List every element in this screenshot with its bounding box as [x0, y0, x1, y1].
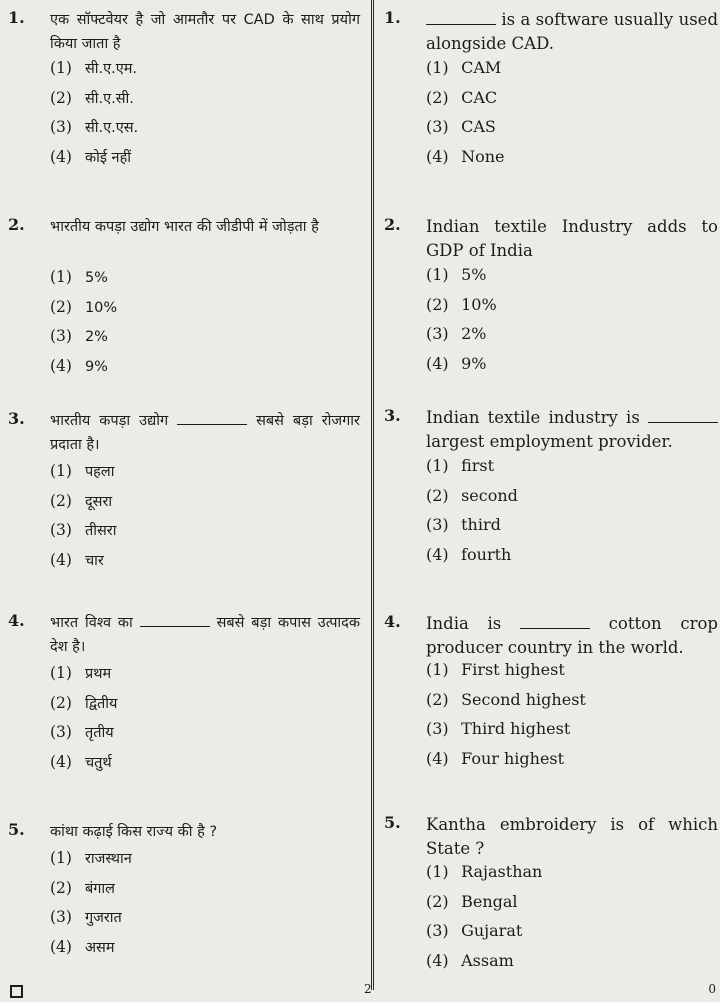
option-text: Rajasthan — [461, 862, 543, 881]
fill-in-blank — [140, 612, 210, 627]
question-number: 2. — [384, 215, 401, 234]
option-number: (4) — [426, 353, 449, 373]
option-number: (4) — [426, 146, 449, 166]
option-number: (1) — [50, 849, 72, 867]
option-item[interactable] — [50, 935, 360, 965]
question-text-after: is a software usually used alongside CAD. — [426, 10, 719, 53]
option-item[interactable] — [50, 459, 360, 489]
option-text: कोई नहीं — [84, 149, 132, 166]
option-item[interactable] — [426, 56, 712, 86]
option-text: second — [461, 485, 518, 505]
option-number: (2) — [426, 689, 449, 709]
option-text: Assam — [461, 950, 514, 970]
option-text: Third highest — [461, 719, 571, 738]
option-list — [426, 263, 712, 381]
question-text — [426, 8, 718, 56]
option-number: (4) — [50, 356, 72, 375]
option-number: (2) — [50, 491, 72, 510]
option-list — [50, 846, 360, 964]
option-item[interactable] — [426, 658, 712, 688]
option-item[interactable] — [426, 717, 712, 747]
question-number: 4. — [8, 611, 25, 630]
option-item[interactable] — [50, 661, 360, 691]
question-text-before: India is — [426, 614, 502, 633]
option-text: सी.ए.एम. — [84, 61, 138, 77]
option-text: दूसरा — [84, 493, 113, 510]
option-item[interactable] — [426, 513, 712, 543]
option-item[interactable] — [426, 263, 712, 293]
option-number: (2) — [426, 891, 449, 911]
option-text: सी.ए.एस. — [84, 120, 139, 136]
option-item[interactable] — [426, 949, 712, 979]
question-number: 1. — [384, 8, 401, 27]
question-text — [50, 215, 360, 239]
question-text — [426, 612, 718, 660]
option-number: (1) — [426, 456, 449, 475]
option-number: (4) — [426, 544, 449, 564]
option-list — [50, 661, 360, 779]
option-number: (4) — [426, 748, 449, 768]
option-list — [50, 459, 360, 577]
option-item[interactable] — [50, 354, 360, 384]
option-text: 2% — [84, 329, 108, 345]
option-text: प्रथम — [84, 666, 112, 682]
option-text: सी.ए.सी. — [84, 90, 134, 107]
option-text: None — [461, 146, 505, 166]
option-number: (2) — [50, 693, 72, 712]
option-text: 10% — [84, 299, 118, 316]
question-text — [50, 820, 360, 844]
option-text: तीसरा — [84, 523, 117, 539]
option-text: चार — [84, 552, 104, 569]
question-text-after: सबसे बड़ा रोजगार प्रदाता है। — [50, 413, 360, 453]
option-text: 2% — [461, 324, 487, 343]
option-item[interactable] — [50, 489, 360, 519]
fill-in-blank — [177, 410, 247, 425]
option-list — [426, 658, 712, 776]
option-text: CAS — [461, 117, 496, 136]
option-item[interactable] — [426, 484, 712, 514]
question-text-before: भारतीय कपड़ा उद्योग भारत की जीडीपी में जोड़ता है — [50, 219, 319, 235]
fill-in-blank — [648, 408, 718, 423]
option-number: (3) — [426, 719, 449, 738]
question-number: 3. — [384, 406, 401, 425]
option-item[interactable] — [426, 352, 712, 382]
option-text: 5% — [84, 270, 108, 286]
question-text-after: largest employment provider. — [426, 432, 673, 451]
question-number: 1. — [8, 8, 25, 27]
question-text-before: भारत विश्व का — [50, 615, 133, 631]
question-text — [426, 813, 718, 861]
option-list — [50, 56, 360, 174]
option-text: 9% — [461, 353, 487, 373]
option-text: first — [461, 456, 495, 475]
question-text-before: भारतीय कपड़ा उद्योग — [50, 413, 169, 429]
option-item[interactable] — [426, 688, 712, 718]
option-number: (3) — [50, 327, 72, 345]
option-item[interactable] — [50, 265, 360, 295]
option-number: (3) — [426, 117, 449, 136]
option-number: (4) — [50, 937, 72, 956]
option-item[interactable] — [426, 322, 712, 352]
option-number: (1) — [50, 268, 72, 286]
option-text: राजस्थान — [84, 851, 132, 867]
option-text: पहला — [84, 464, 115, 480]
question-text-before: Indian textile industry is — [426, 408, 640, 427]
option-list — [50, 265, 360, 383]
option-text: CAM — [461, 58, 502, 77]
checkbox-icon[interactable] — [10, 985, 23, 998]
option-number: (4) — [50, 752, 72, 771]
column-divider — [371, 0, 374, 990]
option-text: 9% — [84, 358, 108, 375]
question-text — [50, 409, 360, 457]
page-footer — [0, 982, 720, 1002]
option-text: बंगाल — [84, 880, 115, 897]
question-number: 5. — [384, 813, 401, 832]
option-text: चतुर्थ — [84, 754, 112, 771]
option-item[interactable] — [50, 846, 360, 876]
option-text: Bengal — [461, 891, 518, 911]
option-number: (1) — [50, 462, 72, 480]
question-number: 2. — [8, 215, 25, 234]
question-text — [50, 611, 360, 659]
option-item[interactable] — [50, 905, 360, 935]
option-text: Gujarat — [461, 921, 523, 940]
option-text: तृतीय — [84, 725, 114, 741]
option-item[interactable] — [426, 293, 712, 323]
option-number: (3) — [50, 118, 72, 136]
question-number: 3. — [8, 409, 25, 428]
option-number: (2) — [426, 294, 449, 314]
option-item[interactable] — [426, 86, 712, 116]
option-item[interactable] — [426, 543, 712, 573]
option-number: (3) — [50, 908, 72, 926]
option-number: (1) — [50, 664, 72, 682]
option-list — [426, 56, 712, 174]
option-item[interactable] — [50, 750, 360, 780]
option-item[interactable] — [426, 860, 712, 890]
option-item[interactable] — [50, 86, 360, 116]
option-item[interactable] — [426, 145, 712, 175]
question-text-after: cotton crop producer country in the world. — [426, 614, 718, 657]
option-item[interactable] — [50, 548, 360, 578]
option-text: असम — [84, 939, 115, 956]
option-number: (3) — [426, 324, 449, 343]
option-item[interactable] — [426, 747, 712, 777]
option-text: Second highest — [461, 689, 586, 709]
option-item[interactable] — [50, 295, 360, 325]
option-item[interactable] — [426, 115, 712, 145]
option-item[interactable] — [50, 115, 360, 145]
option-number: (1) — [426, 58, 449, 77]
option-text: fourth — [461, 544, 512, 564]
fill-in-blank — [520, 614, 590, 629]
option-number: (3) — [426, 515, 449, 534]
option-number: (2) — [426, 87, 449, 107]
option-number: (4) — [50, 147, 72, 166]
option-number: (1) — [426, 265, 449, 284]
option-item[interactable] — [50, 691, 360, 721]
option-number: (1) — [426, 862, 449, 881]
english-column — [376, 0, 720, 1002]
option-text: गुजरात — [84, 910, 122, 926]
question-text-before: कांथा कढ़ाई किस राज्य की है ? — [50, 824, 218, 840]
option-text: third — [461, 515, 501, 534]
option-item[interactable] — [426, 454, 712, 484]
option-item[interactable] — [50, 518, 360, 548]
option-number: (2) — [50, 878, 72, 897]
option-number: (2) — [50, 297, 72, 316]
option-text: Four highest — [461, 748, 565, 768]
option-item[interactable] — [50, 145, 360, 175]
question-text-before: एक सॉफ्टवेयर है जो आमतौर पर CAD के साथ प्रयोग किया जाता है — [50, 12, 360, 52]
option-number: (4) — [426, 950, 449, 970]
option-list — [426, 860, 712, 978]
question-text-before: Indian textile Industry adds to GDP of India — [426, 217, 718, 260]
option-number: (3) — [426, 921, 449, 940]
option-item[interactable] — [50, 324, 360, 354]
option-item[interactable] — [50, 56, 360, 86]
option-number: (1) — [50, 59, 72, 77]
option-text: CAC — [461, 87, 498, 107]
option-item[interactable] — [50, 876, 360, 906]
option-item[interactable] — [426, 919, 712, 949]
question-text-before: Kantha embroidery is of which State ? — [426, 815, 718, 858]
question-text — [426, 215, 718, 263]
fill-in-blank — [426, 10, 496, 25]
corner-mark: 0 — [708, 982, 716, 996]
option-number: (4) — [50, 550, 72, 569]
option-number: (2) — [426, 485, 449, 505]
question-text-after: सबसे बड़ा कपास उत्पादक देश है। — [50, 615, 361, 655]
option-number: (1) — [426, 660, 449, 679]
question-text — [426, 406, 718, 454]
option-text: 10% — [461, 294, 497, 314]
option-item[interactable] — [50, 720, 360, 750]
page-number: 2 — [364, 982, 372, 996]
option-item[interactable] — [426, 890, 712, 920]
option-list — [426, 454, 712, 572]
option-number: (3) — [50, 521, 72, 539]
option-text: द्वितीय — [84, 695, 118, 712]
question-text — [50, 8, 360, 56]
option-number: (3) — [50, 723, 72, 741]
option-text: First highest — [461, 660, 565, 679]
question-number: 4. — [384, 612, 401, 631]
question-number: 5. — [8, 820, 25, 839]
option-text: 5% — [461, 265, 487, 284]
option-number: (2) — [50, 88, 72, 107]
